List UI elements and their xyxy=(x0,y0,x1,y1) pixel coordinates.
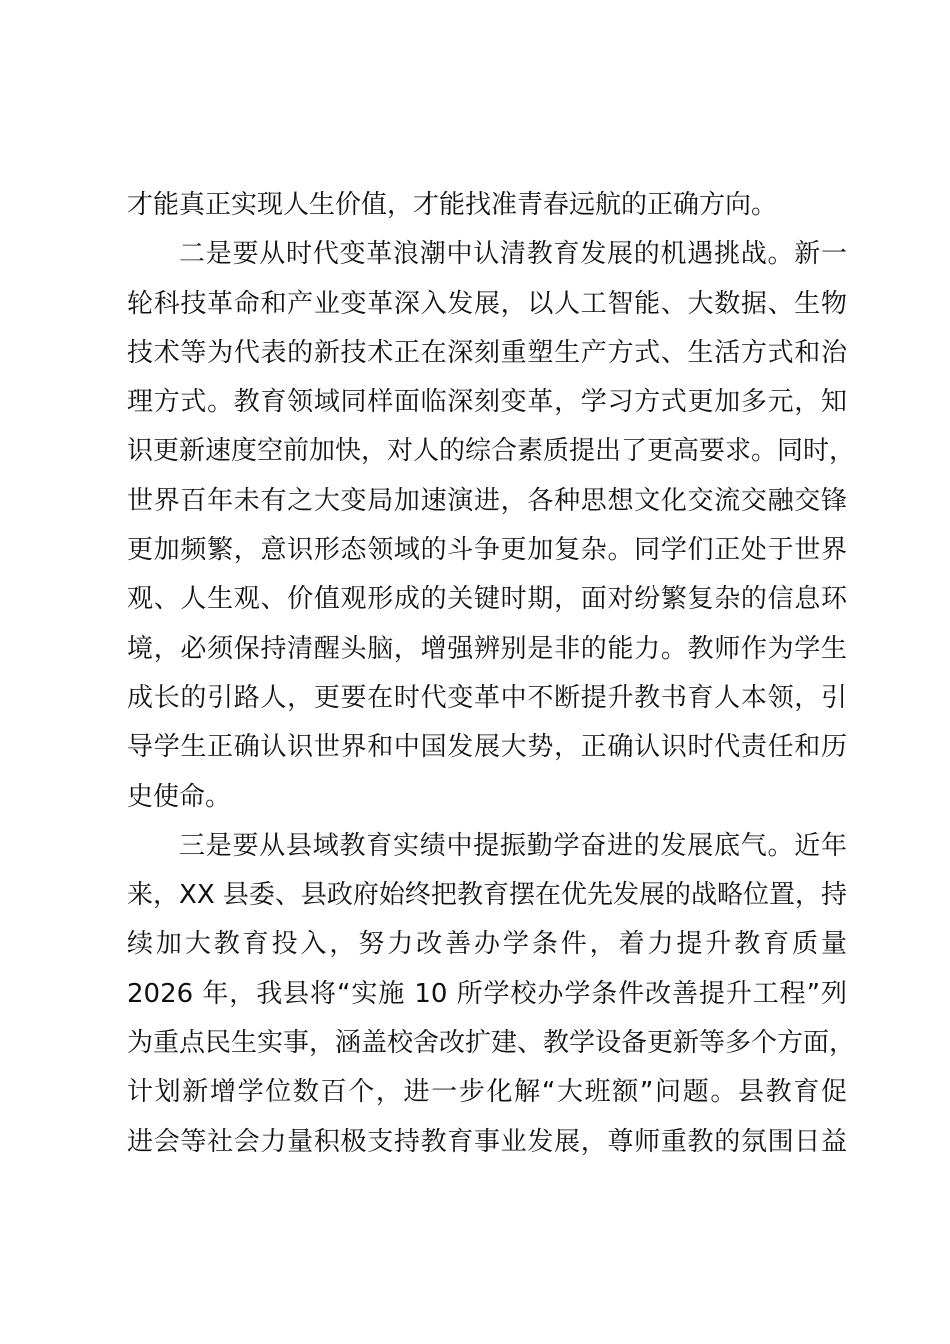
text-line: 理方式。教育领域同样面临深刻变革，学习方式更加多元，知 xyxy=(127,387,847,418)
text-line: 观、人生观、价值观形成的关键时期，面对纷繁复杂的信息环 xyxy=(127,584,847,615)
document-body xyxy=(127,181,856,1167)
text-line: 才能真正实现人生价值，才能找准青春远航的正确方向。 xyxy=(127,190,778,220)
paragraph-2-heading-line: 二是要从时代变革浪潮中认清教育发展的机遇挑战。新一 xyxy=(179,239,847,270)
text-line: 技术等为代表的新技术正在深刻重塑生产方式、生活方式和治 xyxy=(127,337,847,368)
paragraph-3-heading-line: 三是要从县域教育实绩中提振勤学奋进的发展底气。近年 xyxy=(179,830,847,861)
text-line: 来，XX 县委、县政府始终把教育摆在优先发展的战略位置，持 xyxy=(127,880,847,911)
text-line: 导学生正确认识世界和中国发展大势，正确认识时代责任和历 xyxy=(127,732,847,763)
text-line: 续加大教育投入，努力改善办学条件，着力提升教育质量 xyxy=(127,929,847,960)
text-line: 为重点民生实事，涵盖校舍改扩建、教学设备更新等多个方面， xyxy=(127,1028,856,1059)
text-line: 计划新增学位数百个，进一步化解“大班额”问题。县教育促 xyxy=(127,1077,847,1108)
text-line: 境，必须保持清醒头脑，增强辨别是非的能力。教师作为学生 xyxy=(127,633,847,664)
text-line: 识更新速度空前加快，对人的综合素质提出了更高要求。同时， xyxy=(127,436,856,467)
text-line: 更加频繁，意识形态领域的斗争更加复杂。同学们正处于世界 xyxy=(127,535,847,566)
text-line: 成长的引路人，更要在时代变革中不断提升教书育人本领，引 xyxy=(127,682,847,713)
text-line: 进会等社会力量积极支持教育事业发展，尊师重教的氛围日益 xyxy=(127,1126,847,1157)
text-line: 2026 年，我县将“实施 10 所学校办学条件改善提升工程”列 xyxy=(127,978,847,1009)
text-line: 轮科技革命和产业变革深入发展，以人工智能、大数据、生物 xyxy=(127,288,847,319)
text-line: 史使命。 xyxy=(127,781,232,812)
text-line: 世界百年未有之大变局加速演进，各种思想文化交流交融交锋 xyxy=(127,485,847,516)
